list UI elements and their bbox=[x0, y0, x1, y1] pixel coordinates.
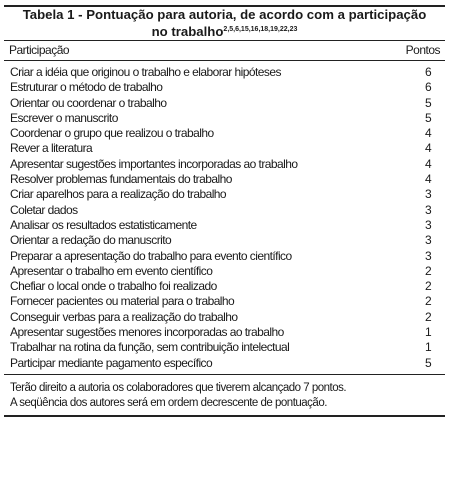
table-title bbox=[4, 7, 445, 40]
row-label: Chefiar o local onde o trabalho foi realizado bbox=[10, 279, 217, 294]
row-points: 5 bbox=[424, 95, 432, 110]
table-body bbox=[4, 61, 445, 374]
row-label: Criar aparelhos para a realização do trabalho bbox=[10, 187, 227, 202]
row-points: 1 bbox=[424, 340, 432, 355]
row-label: Coordenar o grupo que realizou o trabalho bbox=[10, 126, 214, 141]
row-points: 6 bbox=[424, 80, 432, 95]
row-points: 2 bbox=[424, 279, 432, 294]
row-label: Orientar a redação do manuscrito bbox=[10, 233, 172, 248]
table-row bbox=[4, 111, 445, 126]
table-title-line2: no trabalho bbox=[151, 24, 224, 39]
table-row bbox=[4, 264, 445, 279]
row-points: 6 bbox=[424, 65, 432, 79]
table-header bbox=[4, 41, 445, 60]
bottom-rule bbox=[4, 415, 445, 417]
row-points: 4 bbox=[424, 156, 432, 171]
table-row bbox=[4, 65, 445, 80]
table-footnotes bbox=[4, 375, 445, 415]
row-label: Apresentar sugestões importantes incorporadas ao trabalho bbox=[10, 156, 298, 171]
row-label: Fornecer pacientes ou material para o trabalho bbox=[10, 294, 235, 309]
footnote-1: Terão direito a autoria os colaboradores que tiverem alcançado 7 pontos. bbox=[10, 381, 347, 394]
table-row bbox=[4, 356, 445, 371]
row-label: Conseguir verbas para a realização do trabalho bbox=[10, 309, 238, 324]
row-label: Estruturar o método de trabalho bbox=[10, 80, 163, 95]
row-label: Preparar a apresentação do trabalho para evento científico bbox=[10, 248, 292, 263]
row-label: Analisar os resultados estatisticamente bbox=[10, 217, 197, 232]
row-points: 2 bbox=[424, 263, 432, 278]
footnote-2: A seqüência dos autores será em ordem decrescente de pontuação. bbox=[10, 396, 327, 409]
row-label: Criar a idéia que originou o trabalho e elaborar hipóteses bbox=[10, 65, 281, 79]
table-row bbox=[4, 325, 445, 340]
row-label: Apresentar o trabalho em evento científico bbox=[10, 263, 213, 278]
table-row bbox=[4, 141, 445, 156]
row-label: Escrever o manuscrito bbox=[10, 110, 118, 125]
row-label: Apresentar sugestões menores incorporadas ao trabalho bbox=[10, 325, 284, 340]
table-row bbox=[4, 294, 445, 309]
row-label: Coletar dados bbox=[10, 202, 78, 217]
row-label: Participar mediante pagamento específico bbox=[10, 355, 213, 370]
row-points: 4 bbox=[424, 172, 432, 187]
table-row bbox=[4, 233, 445, 248]
table-title-line1: Tabela 1 - Pontuação para autoria, de acordo com a participação bbox=[22, 7, 427, 22]
row-points: 4 bbox=[424, 141, 432, 156]
table-title-line2-wrap bbox=[4, 22, 445, 39]
row-points: 5 bbox=[424, 110, 432, 125]
row-points: 3 bbox=[424, 217, 432, 232]
table-row bbox=[4, 187, 445, 202]
table-row bbox=[4, 218, 445, 233]
row-points: 2 bbox=[424, 309, 432, 324]
row-points: 4 bbox=[424, 126, 432, 141]
table-row bbox=[4, 80, 445, 95]
table-row bbox=[4, 249, 445, 264]
row-points: 3 bbox=[424, 233, 432, 248]
table-row bbox=[4, 126, 445, 141]
table-row bbox=[4, 157, 445, 172]
table-row bbox=[4, 279, 445, 294]
row-label: Rever a literatura bbox=[10, 141, 93, 156]
table-row bbox=[4, 203, 445, 218]
row-points: 3 bbox=[424, 187, 432, 202]
row-label: Trabalhar na rotina da função, sem contribuição intelectual bbox=[10, 340, 290, 355]
row-points: 3 bbox=[424, 202, 432, 217]
table-title-refs: 2,5,6,15,16,18,19,22,23 bbox=[223, 26, 298, 33]
row-points: 1 bbox=[424, 325, 432, 340]
row-label: Resolver problemas fundamentais do trabalho bbox=[10, 172, 232, 187]
table-row bbox=[4, 310, 445, 325]
row-points: 5 bbox=[424, 355, 432, 370]
table-row bbox=[4, 96, 445, 111]
table-row bbox=[4, 340, 445, 355]
row-points: 3 bbox=[424, 248, 432, 263]
row-points: 2 bbox=[424, 294, 432, 309]
col-pontos-header: Pontos bbox=[405, 43, 440, 57]
points-table bbox=[4, 5, 445, 417]
row-label: Orientar ou coordenar o trabalho bbox=[10, 95, 167, 110]
col-participacao-header: Participação bbox=[9, 43, 70, 57]
table-row bbox=[4, 172, 445, 187]
